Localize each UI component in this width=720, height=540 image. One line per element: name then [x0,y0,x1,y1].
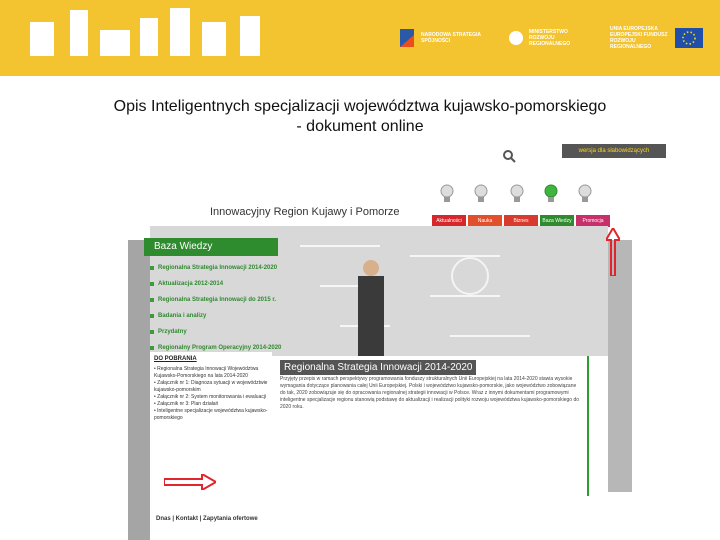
magnifier-icon[interactable] [502,149,516,163]
bulb-icon [510,184,524,204]
downloads-title: DO POBRANIA [154,356,197,362]
download-link[interactable]: • Załącznik nr 2: System monitorowania i ewaluacji [154,394,267,400]
nss-icon [398,27,416,49]
website-screenshot [90,140,650,540]
bulb-icon [578,184,592,204]
menu-item[interactable]: Badania i analizy [150,308,298,324]
download-link-specializations[interactable]: • Inteligentne specjalizacje województwa kujawsko-pomorskiego [154,408,268,421]
article-title: Regionalna Strategia Innowacji 2014-2020 [280,360,476,375]
download-link[interactable]: • Regionalna Strategia Innowacji Województwa Kujawsko-Pomorskiego na lata 2014-2020 [154,366,259,379]
accessibility-link[interactable]: wersja dla słabowidzących [562,144,666,158]
nav-promocja[interactable]: Promocja [576,215,610,227]
section-title: Baza Wiedzy [144,238,278,256]
right-margin [608,240,632,492]
site-page [150,140,650,540]
red-arrow-up-icon [606,228,620,276]
menu-item[interactable]: Przydatny [150,324,298,340]
eu-logo: UNIA EUROPEJSKA EUROPEJSKI FUNDUSZ ROZWOJU REGIONALNEGO [610,14,703,62]
download-link[interactable]: • Załącznik nr 3: Plan działań [154,401,219,407]
footer-links[interactable]: Dnas | Kontakt | Zapytania ofertowe [156,516,258,522]
eu-flag-icon [675,28,703,48]
ministry-logo: MINISTERSTWO ROZWOJU REGIONALNEGO [508,14,589,62]
nss-logo: NARODOWA STRATEGIA SPÓJNOŚCI [398,14,481,62]
nav-aktualnosci[interactable]: Aktualności [432,215,466,227]
bulb-icon [440,184,454,204]
divider [587,356,589,496]
bulb-icon [474,184,488,204]
knowledge-menu [150,260,298,356]
decorative-blocks-icon [20,0,280,76]
nav-nauka[interactable]: Nauka [468,215,502,227]
menu-item[interactable]: Aktualizacja 2012-2014 [150,276,298,292]
menu-item[interactable]: Regionalny Program Operacyjny 2014-2020 [150,340,298,356]
download-link[interactable]: • Załącznik nr 1: Diagnoza sytuacji w województwie kujawsko-pomorskim [154,380,268,393]
slide-title: Opis Inteligentnych specjalizacji województwa kujawsko-pomorskiego - dokument online [113,98,607,135]
downloads-panel [150,352,272,522]
site-brand: Innowacyjny Region Kujawy i Pomorze [210,206,400,218]
red-arrow-right-icon [164,474,216,490]
nav-baza-wiedzy[interactable]: Baza Wiedzy [540,215,574,227]
article-text: Przyjęty przepis w ramach perspektywy programowania fonduszy strukturalnych Unii Europejskiej na lata 2014-2020 stawia wysokie wymagania dotyczące planowania całej Unii Europejskiej. Polski i województwo kujawsko-pomorskie, jako województwo zobowiązane do tak, 2020 zobowiązuje się do opracowania regionalnej strategii innowacji w Polsce. Wraz z innymi dokumentami programowymi inteligentne specjalizacje regionu stanowią podstawę do aktualizacji i realizacji polityki rozwoju województwa kujawsko-pomorskiego do 2020 roku. [280,376,580,410]
nav-biznes[interactable]: Biznes [504,215,538,227]
menu-item[interactable]: Regionalna Strategia Innowacji 2014-2020 [150,260,298,276]
top-banner [0,0,720,76]
bulb-active-icon [544,184,558,204]
menu-item[interactable]: Regionalna Strategia Innowacji do 2015 r. [150,292,298,308]
left-margin [128,240,150,540]
eagle-icon [508,28,524,48]
